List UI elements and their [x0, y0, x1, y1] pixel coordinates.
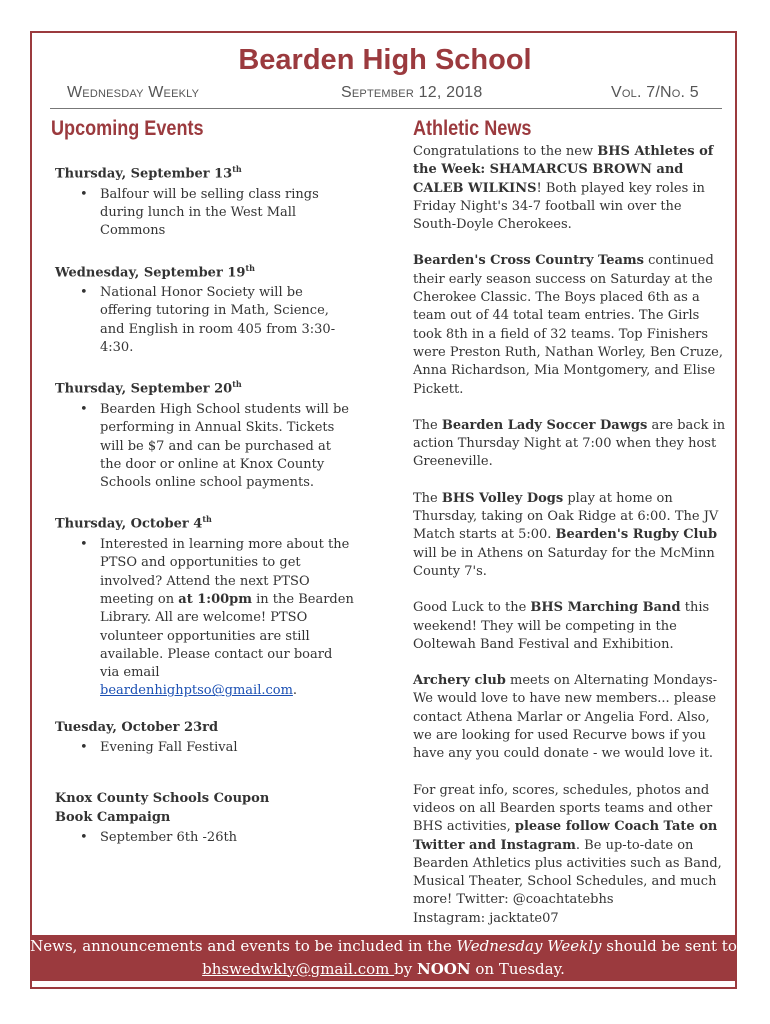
date-suffix: th [232, 164, 242, 174]
date-suffix: th [245, 262, 255, 273]
event-item [55, 259, 355, 358]
event-item [55, 719, 355, 758]
ptso-email-link[interactable]: beardenhighptso@gmail.com [100, 683, 293, 699]
publication-name: Wednesday Weekly [67, 84, 200, 101]
athletic-news-column [413, 143, 728, 928]
event-item [55, 375, 355, 492]
submission-email-link[interactable]: bhswedwkly@gmail.com [202, 959, 395, 978]
footer-banner: News, announcements and events to be included in the Wednesday Weekly should be sent to bhswedwkly@gmail.com by NOON on Tuesday. [30, 935, 737, 981]
date-suffix: th [202, 514, 212, 525]
volume-number: Vol. 7/No. 5 [611, 84, 699, 101]
news-paragraph: Good Luck to the BHS Marching Band this weekend! They will be competing in the Ooltewah Band Festival and Exhibition. [413, 600, 710, 652]
upcoming-events-heading: Upcoming Events [51, 117, 204, 140]
news-paragraph: The Bearden Lady Soccer Dawgs are back in action Thursday Night at 7:00 when they host Greeneville. [413, 417, 726, 470]
news-paragraph: Bearden's Cross Country Teams continued their early season success on Saturday at the Cherokee Classic. The Boys placed 6th as a team out of 44 total team entries. The Girls took 8th in a field of 32 teams. Top Finishers were Preston Ruth, Nathan Worley, Ben Cruze, Anna Richardson, Mia Montgomery, and Elise Pickett. [413, 253, 723, 397]
instagram-handle: Instagram: jacktate07 [413, 910, 559, 926]
event-date: Thursday, September 20 [55, 381, 233, 397]
news-paragraph: Congratulations to the new BHS Athletes of the Week: SHAMARCUS BROWN and CALEB WILKINS! Both played key roles in Friday Night's 34-7 football win over the South-Doyle Cherokees. [413, 144, 714, 233]
event-date: Knox County Schools Coupon Book Campaign [55, 791, 270, 825]
news-paragraph: The BHS Volley Dogs play at home on Thursday, taking on Oak Ridge at 6:00. The JV Match starts at 5:00. Bearden's Rugby Club will be in Athens on Saturday for the McMinn County 7's. [413, 490, 719, 579]
event-item [55, 510, 355, 700]
upcoming-events-column [55, 160, 355, 865]
news-paragraph: Archery club meets on Alternating Mondays- We would love to have new members... please contact Athena Marlar or Angelia Ford. Also, we are looking for used Recurve bows if you have any you could donate - we would love it. [413, 673, 718, 762]
event-date: Thursday, September 13 [55, 166, 233, 182]
date-suffix: th [232, 379, 242, 390]
athletic-news-heading: Athletic News [413, 117, 532, 140]
event-detail: • Balfour will be selling class rings during lunch in the West Mall Commons [100, 186, 355, 241]
event-detail: • Evening Fall Festival [100, 739, 355, 757]
event-item [55, 790, 355, 847]
event-date: Wednesday, September 19 [55, 264, 246, 280]
event-item [55, 160, 355, 241]
event-date: Tuesday, October 23rd [55, 719, 219, 735]
event-detail: • National Honor Society will be offering tutoring in Math, Science, and English in room 405 from 3:30-4:30. [100, 284, 355, 357]
news-paragraph: For great info, scores, schedules, photos and videos on all Bearden sports teams and other BHS activities, please follow Coach Tate on Twitter and Instagram. Be up-to-date on Bearden Athletics plus activities such as Band, Musical Theater, School Schedules, and much more! Twitter: @coachtatebhs Instagram: jacktate07 [413, 782, 722, 926]
event-detail: • Bearden High School students will be performing in Annual Skits. Tickets will be $7 and can be purchased at the door or online at Knox County Schools online school payments. [100, 401, 355, 492]
event-detail: • Interested in learning more about the PTSO and opportunities to get involved? Attend the next PTSO meeting on at 1:00pm in the Bearden Library. All are welcome! PTSO volunteer opportunities are still available. Please contact our board via email beardenhighptso@gmail.com. [100, 536, 355, 701]
issue-date: September 12, 2018 [341, 84, 483, 101]
event-detail: • September 6th -26th [100, 829, 355, 847]
event-date: Thursday, October 4 [55, 516, 203, 532]
newsletter-title: Bearden High School [238, 44, 532, 76]
header-rule [50, 108, 722, 109]
